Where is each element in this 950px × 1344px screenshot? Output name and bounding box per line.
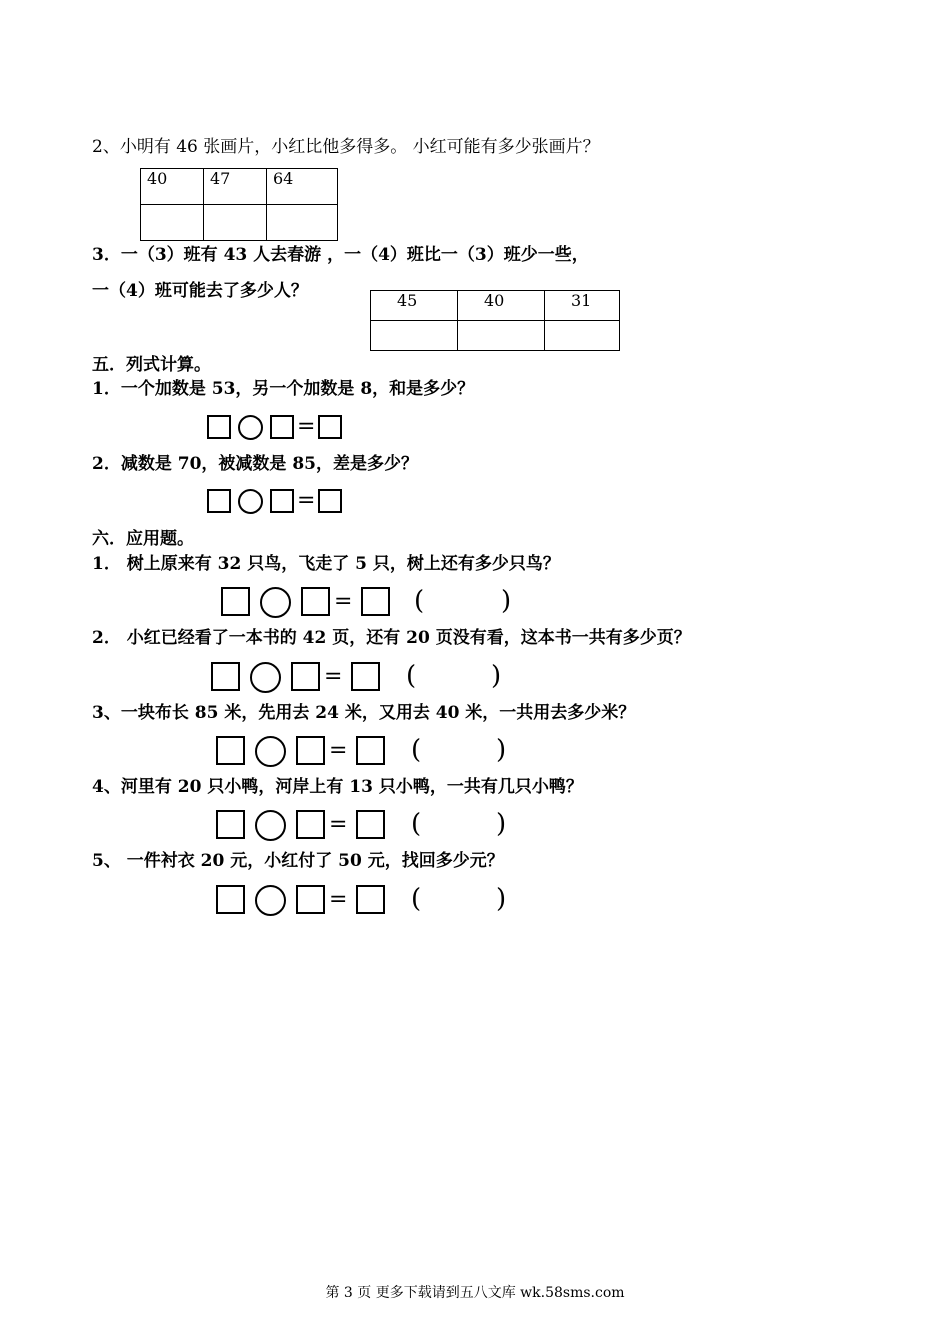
q3-text-line1: 3．一（3）班有 43 人去春游 ，一（4）班比一（3）班少一些， <box>92 245 589 265</box>
section6-item-3: 3、一块布长 85 米，先用去 24 米，又用去 40 米，一共用去多少米？ <box>92 703 636 723</box>
operator-circle[interactable] <box>255 885 286 916</box>
answer-box[interactable] <box>318 415 342 439</box>
equals-sign: = <box>329 738 348 763</box>
answer-box[interactable] <box>356 885 385 914</box>
answer-box[interactable] <box>361 587 390 616</box>
answer-box[interactable] <box>270 415 294 439</box>
answer-box[interactable] <box>216 810 245 839</box>
answer-box[interactable] <box>216 885 245 914</box>
operator-circle[interactable] <box>250 662 281 693</box>
equals-sign: = <box>329 812 348 837</box>
section5-item-1: 1．一个加数是 53，另一个加数是 8，和是多少？ <box>92 379 475 399</box>
paren-open: ( <box>411 735 422 765</box>
answer-box[interactable] <box>291 662 320 691</box>
answer-box[interactable] <box>356 736 385 765</box>
operator-circle[interactable] <box>238 489 263 514</box>
paren-close: ) <box>496 884 507 914</box>
section5-item-2: 2．减数是 70，被减数是 85，差是多少？ <box>92 454 418 474</box>
operator-circle[interactable] <box>255 736 286 767</box>
q3-option: 40 <box>458 291 545 321</box>
q2-options-table <box>140 168 338 241</box>
paren-open: ( <box>414 586 425 616</box>
section6-item-1: 1． 树上原来有 32 只鸟，飞走了 5 只，树上还有多少只鸟？ <box>92 554 560 574</box>
answer-box[interactable] <box>351 662 380 691</box>
answer-box[interactable] <box>318 489 342 513</box>
answer-box[interactable] <box>296 885 325 914</box>
paren-open: ( <box>411 809 422 839</box>
paren-open: ( <box>406 661 417 691</box>
equals-sign: = <box>334 589 353 614</box>
equals-sign: = <box>297 414 316 439</box>
operator-circle[interactable] <box>260 587 291 618</box>
section6-title: 六．应用题。 <box>92 529 194 549</box>
q2-text: 2、小明有 46 张画片，小红比他多得多。 小红可能有多少张画片？ <box>92 137 600 157</box>
q2-answer-cell <box>141 205 204 241</box>
paren-close: ) <box>501 586 512 616</box>
paren-close: ) <box>496 735 507 765</box>
answer-box[interactable] <box>221 587 250 616</box>
section6-item-4: 4、河里有 20 只小鸭，河岸上有 13 只小鸭，一共有几只小鸭？ <box>92 777 583 797</box>
answer-box[interactable] <box>301 587 330 616</box>
q3-text-line2: 一（4）班可能去了多少人？ <box>92 281 308 301</box>
q2-answer-cell <box>204 205 267 241</box>
paren-close: ) <box>496 809 507 839</box>
q2-answer-cell <box>267 205 338 241</box>
section5-title: 五．列式计算。 <box>92 355 211 375</box>
q3-answer-cell <box>458 321 545 351</box>
q3-answer-cell <box>371 321 458 351</box>
q3-answer-cell <box>545 321 620 351</box>
answer-box[interactable] <box>207 489 231 513</box>
q3-option: 45 <box>371 291 458 321</box>
section6-item-2: 2． 小红已经看了一本书的 42 页，还有 20 页没有看，这本书一共有多少页？ <box>92 628 691 648</box>
paren-close: ) <box>491 661 502 691</box>
equals-sign: = <box>329 887 348 912</box>
equals-sign: = <box>297 488 316 513</box>
q2-option: 64 <box>267 169 338 205</box>
section6-item-5: 5、 一件衬衣 20 元，小红付了 50 元，找回多少元？ <box>92 851 504 871</box>
operator-circle[interactable] <box>255 810 286 841</box>
answer-box[interactable] <box>270 489 294 513</box>
equals-sign: = <box>324 664 343 689</box>
operator-circle[interactable] <box>238 415 263 440</box>
answer-box[interactable] <box>211 662 240 691</box>
answer-box[interactable] <box>296 810 325 839</box>
q2-option: 40 <box>141 169 204 205</box>
answer-box[interactable] <box>356 810 385 839</box>
page-footer: 第 3 页 更多下载请到五八文库 wk.58sms.com <box>325 1285 625 1301</box>
q2-option: 47 <box>204 169 267 205</box>
answer-box[interactable] <box>296 736 325 765</box>
q3-option: 31 <box>545 291 620 321</box>
q3-options-table <box>370 290 620 351</box>
paren-open: ( <box>411 884 422 914</box>
answer-box[interactable] <box>216 736 245 765</box>
answer-box[interactable] <box>207 415 231 439</box>
